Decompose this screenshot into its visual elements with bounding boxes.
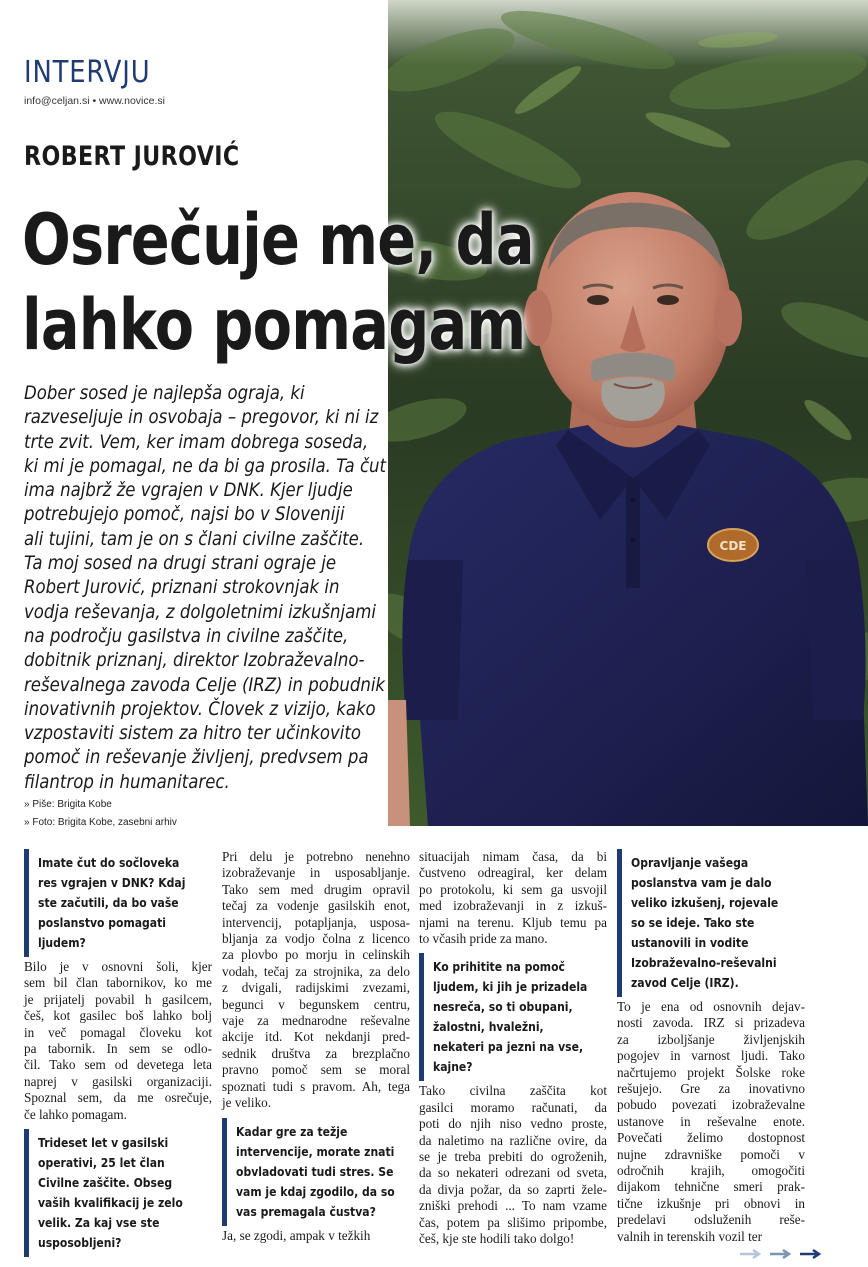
text-line: med izobraževanji in z izkuš- [419, 898, 607, 914]
author-credit: » Piše: Brigita Kobe [24, 799, 112, 810]
lead-line: vzpostaviti sistem za hitro ter učinkovito [24, 723, 362, 745]
text-line: vaje za mednarodne reševalne [222, 1013, 410, 1029]
question-line: res vgrajen v DNK? Kdaj [38, 875, 186, 890]
text-line: sem bil član tabornikov, ko me [24, 975, 212, 991]
text-line: pa tabornik. In sem se odlo- [24, 1041, 212, 1057]
text-line: njami na terenu. Kljub temu pa [419, 914, 607, 930]
answer-paragraph [419, 849, 607, 947]
interview-question [222, 1118, 410, 1226]
text-line: za plovbo po morju in celinskih [222, 947, 410, 963]
interviewee-name: ROBERT JUROVIĆ [24, 141, 240, 172]
question-line: Ko prihitite na pomoč [433, 959, 565, 975]
interview-question [24, 849, 212, 957]
text-line: Spoznal sem, da me osrečuje, [24, 1090, 212, 1106]
text-line: pobudo povezati izobraževalne [617, 1097, 805, 1113]
question-line: Imate čut do sočloveka [38, 855, 180, 870]
question-line: nekateri pa jezni na vse, [433, 1039, 584, 1055]
text-line: bljanja za vodjo čolna z licenco [222, 931, 410, 947]
question-line: vam je kdaj zgodilo, da so [236, 1183, 395, 1199]
text-line: čustveno odreagiral, ker delam [419, 865, 607, 881]
text-line: zniški prehodi ... To nam vzame [419, 1198, 607, 1214]
lead-line: Dober sosed je najlepša ograja, ki [24, 383, 305, 404]
text-line: Povečati želimo dostopnost [617, 1130, 805, 1146]
lead-line: vodja reševanja, z dolgoletnimi izkušnjami [24, 601, 377, 623]
text-line: gasilci moramo računati, da [419, 1099, 607, 1115]
text-line: se je treba prebiti do ogroženih, [419, 1149, 607, 1165]
question-line: Izobraževalno-reševalni [631, 955, 777, 970]
question-line: obvladovati tudi stres. Se [236, 1163, 394, 1179]
lead-line: ali tujini, tam je on s člani civilne zaščite. [24, 528, 365, 550]
portrait-illustration [388, 0, 868, 826]
text-line: nosti zavoda. IRZ si prizadeva [617, 1015, 805, 1031]
text-line: čil. Tako sem od devetega leta [24, 1057, 212, 1073]
text-line: načrtujemo projekt Šolske roke [617, 1064, 805, 1080]
question-line: velik. Za kaj vse ste [38, 1215, 160, 1231]
question-line: poslanstvo pomagati [38, 915, 167, 930]
text-line: tične izkušnje pri obnovi in [617, 1195, 805, 1211]
text-line: z dvigali, radijskimi zvezami, [222, 980, 410, 996]
contact-line: info@celjan.si • www.novice.si [24, 95, 165, 107]
section-label: INTERVJU [24, 55, 151, 90]
text-line: čas, potem pa slišimo pripombe, [419, 1214, 607, 1230]
text-line: je veliko. [222, 1095, 272, 1111]
text-line: akcije itd. Kot nekdanji pred- [222, 1029, 410, 1045]
text-line: naprej v gasilski organizaciji. [24, 1073, 212, 1089]
text-line: valnih in terenskih vozil ter [617, 1228, 763, 1244]
text-line: tečaj za vodenje gasilskih enot, [222, 898, 410, 914]
question-line: poslanstva vam je dalo [631, 875, 772, 890]
text-line: spoznati tudi s pravom. Ah, tega [222, 1078, 410, 1094]
text-line: po protokolu, ki sem ga usvojil [419, 881, 607, 897]
text-line: intervencij, potapljanja, usposa- [222, 914, 410, 930]
text-line: odročnih krajih, omogočiti [617, 1163, 805, 1179]
text-line: begunci v begunskem centru, [222, 996, 410, 1012]
text-line: Tako sem med drugim opravil [222, 881, 410, 897]
text-line: dijakom tehnične smeri prak- [617, 1179, 805, 1195]
answer-paragraph [419, 1083, 607, 1247]
text-line: to včasih pride za mano. [419, 931, 548, 947]
question-line: ljudem? [38, 935, 86, 950]
portrait-photo [388, 0, 868, 826]
text-line: situacijah nimam časa, da bi [419, 849, 607, 864]
question-line: kajne? [433, 1059, 473, 1075]
lead-line: Ta moj sosed na drugi strani ograje je [24, 553, 337, 575]
text-line: Tako civilna zaščita kot [419, 1083, 607, 1099]
lead-line: ima najbrž že vgrajen v DNK. Kjer ljudje [24, 480, 353, 502]
lead-line: dobitnik priznanj, direktor Izobraževalno- [24, 650, 365, 672]
answer-paragraph [24, 959, 212, 1123]
text-line: da naletimo na različne ovire, da [419, 1132, 607, 1148]
text-line: predelavi odsluženih reše- [617, 1212, 805, 1228]
lead-line: filantrop in humanitarec. [24, 771, 230, 793]
text-line: izobraževanje in usposabljanje. [222, 865, 410, 881]
text-line: vodah, tečaj za strojnika, za delo [222, 963, 410, 979]
text-line: če lahko pomagam. [24, 1106, 127, 1122]
text-column-3 [419, 849, 607, 1254]
text-column-2 [222, 849, 410, 1250]
lead-line: na področju gasilstva in civilne zaščite, [24, 625, 349, 647]
question-line: zavod Celje (IRZ). [631, 975, 739, 990]
question-line: ste začutili, da bo vaše [38, 895, 179, 910]
answer-paragraph [222, 849, 410, 1112]
question-line: nesreča, so ti obupani, [433, 999, 573, 1015]
text-line: Pri delu je potrebno nenehno [222, 849, 410, 864]
text-line: Ja, se zgodi, ampak v težkih [222, 1227, 371, 1243]
photo-credit: » Foto: Brigita Kobe, zasebni arhiv [24, 817, 177, 828]
lead-line: Robert Jurović, priznani strokovnjak in [24, 577, 340, 599]
question-line: veliko izkušenj, rojevale [631, 895, 779, 910]
question-line: ustanovili in vodite [631, 935, 749, 950]
lead-line: potrebujejo pomoč, najsi bo v Sloveniji [24, 504, 345, 526]
text-line: To je ena od osnovnih dejav- [617, 999, 805, 1014]
answer-paragraph [222, 1228, 410, 1244]
text-line: rešujejo. Gre za inovativno [617, 1081, 805, 1097]
text-line: da so nekateri odrezani od sveta, [419, 1165, 607, 1181]
question-line: usposobljeni? [38, 1235, 122, 1251]
interview-question [617, 849, 805, 997]
text-line: češ, kje ste hodili tako dolgo! [419, 1231, 575, 1247]
question-line: Opravljanje vašega [631, 855, 749, 870]
text-column-4 [617, 849, 805, 1251]
headline [22, 198, 580, 368]
text-line: je prijatelj povabil h gasilcem, [24, 991, 212, 1007]
question-line: žalostni, hvaležni, [433, 1019, 544, 1035]
headline-line: Osrečuje me, da [22, 199, 534, 281]
text-line: pogojev in varnost ljudi. Tako [617, 1048, 805, 1064]
lead-line: razveseljuje in osvobaja – pregovor, ki ni iz [24, 407, 379, 429]
text-line: da divja požar, da so zaprti žele- [419, 1181, 607, 1197]
text-line: ustanove in reševalne enote. [617, 1113, 805, 1129]
text-line: Bilo je v osnovni šoli, kjer [24, 959, 212, 974]
text-line: pravno pomoč sem se moral [222, 1062, 410, 1078]
headline-line: lahko pomagam [22, 284, 526, 366]
lead-line: pomoč in reševanje življenj, predvsem pa [24, 747, 369, 769]
answer-paragraph [617, 999, 805, 1245]
text-line: češ, kot gasilec boš lahko bolj [24, 1008, 212, 1024]
text-line: za izboljšanje življenjskih [617, 1031, 805, 1047]
lead-line: reševalnega zavoda Celje (IRZ) in pobudnik [24, 674, 386, 696]
text-line: nujne zdravniške pomoči v [617, 1146, 805, 1162]
interview-question [24, 1129, 212, 1257]
question-line: vas premagala čustva? [236, 1203, 376, 1219]
continue-arrows-icon [738, 1247, 828, 1261]
lead-line: inovativnih projektov. Človek z vizijo, kako [24, 698, 376, 720]
question-line: Civilne zaščite. Obseg [38, 1175, 173, 1191]
question-line: intervencije, morate znati [236, 1143, 395, 1159]
question-line: vaših kvalifikacij je zelo [38, 1195, 183, 1211]
question-line: Trideset let v gasilski [38, 1135, 169, 1151]
lead-paragraph [24, 382, 387, 795]
question-line: ljudem, ki jih je prizadela [433, 979, 588, 995]
question-line: operativi, 25 let član [38, 1155, 165, 1171]
lead-line: trte zvit. Vem, ker imam dobrega soseda, [24, 431, 369, 453]
text-column-1 [24, 849, 212, 1259]
text-line: in več pomagal človeku kot [24, 1024, 212, 1040]
lead-line: ki mi je pomagal, ne da bi ga prosila. Ta čut [24, 455, 387, 477]
interview-question [419, 953, 607, 1081]
text-line: sednik društva za brezplačno [222, 1045, 410, 1061]
question-line: Kadar gre za težje [236, 1123, 348, 1139]
text-line: poti do njih niso vedno proste, [419, 1116, 607, 1132]
question-line: so se ideje. Tako ste [631, 915, 755, 930]
shirt-logo-text: CDE [719, 539, 747, 553]
